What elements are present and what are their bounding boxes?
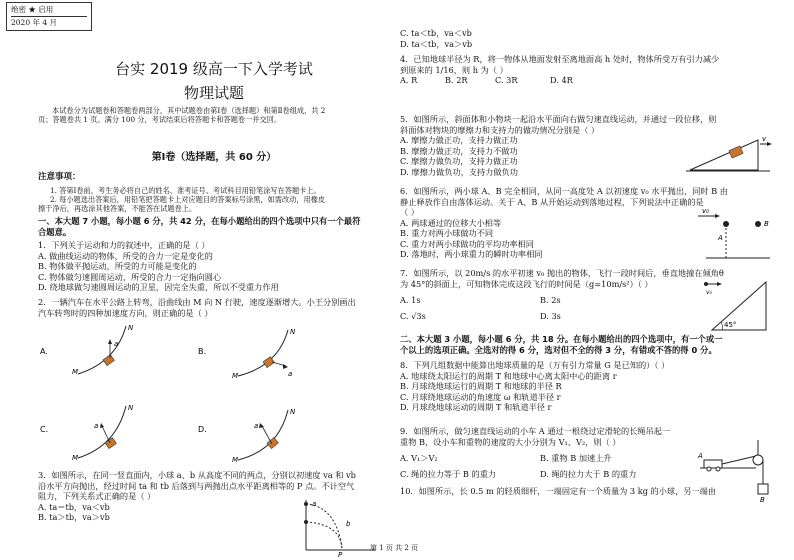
q2-figure-a [40,324,134,376]
svg-text:N: N [128,404,134,412]
notice-item: 擦干净后，再选涂其他答案，不能答在试题卷上。 [38,204,197,214]
svg-text:N: N [290,328,296,336]
intro-text [38,106,390,124]
q8-option-d: D. 月球绕地球运动的周期 T 和轨道半径 r [400,402,552,412]
q8-option-a: A. 地球绕太阳运行的周期 T 和地球中心离太阳中心的距离 r [400,370,617,381]
exam-subtitle: 物理试题 [183,84,244,102]
q8-stem: 8．下列几组数据中能算出地球质量的是（万有引力常量 G 是已知的）（ ） [400,360,670,370]
q7-stem: 为 45°的斜面上，可知物体完成这段飞行的时间是（g=10m/s²）（ ） [400,278,653,289]
svg-text:N: N [290,408,296,416]
q2-stem: 汽车转弯时的四种加速度方向，则正确的是（ ） [38,307,213,318]
svg-text:A: A [698,452,703,460]
exam-title: 台实 2019 级高一下入学考试 [115,60,313,78]
q4-option: C. 3R [495,75,518,85]
q1-option-a: A. 做曲线运动的物体，所受的合力一定是变化的 [38,250,213,261]
q6-stem: 静止释放作自由落体运动。关于 A、B 从开始运动到落地过程，下列说法中正确的是 [400,196,704,207]
q5-option-c: C. 摩擦力做负功，支持力做正功 [400,156,518,166]
svg-text:B: B [760,496,765,504]
q1-option-c: C. 物体做匀速圆周运动，所受的合力一定指向圆心 [38,271,222,282]
q4-option: D. 4R [550,75,573,85]
q10-stem: 10．如图所示，长 0.5 m 的轻质细杆，一端固定有一个质量为 3 kg 的小球，另一端由 [400,486,717,496]
q5-stem: 斜面体对物块的摩擦力和支持力的做功情况分别是（ ） [400,124,600,135]
confidential-stamp [6,2,92,31]
q3-figure [300,496,380,559]
svg-text:M: M [72,368,79,376]
svg-text:D.: D. [198,425,207,434]
q9-option-d: D. 绳的拉力大于 B 的重力 [540,469,637,479]
q6-figure [696,204,772,262]
q2-label-a: A. [40,347,48,356]
svg-text:a: a [94,422,99,430]
question-6 [400,186,728,260]
q2-figure-b [198,328,296,380]
q7-options [400,295,660,321]
part-2-line: 二、本大题 3 小题，每小题 6 分，共 18 分。在每小题给出的四个选项中，有一个或一 [400,334,723,344]
q7-option-a: A. 1s [400,295,421,305]
svg-text:45°: 45° [724,321,737,329]
q7-stem: 7．如图所示，以 20m/s 的水平初速 v₀ 抛出的物体，飞行一段时间后，垂直地撞在倾角θ [400,268,724,278]
q7-option-c: C. √3s [400,311,426,321]
q1-option-b: B. 物体做平抛运动，所受的力可能是变化的 [38,261,197,271]
svg-text:a: a [254,422,259,430]
q4-stem: 到原来的 1/16，则 h 为（ ） [400,64,508,75]
q3-stem: 阻力，下列关系式正确的是（ ） [38,491,156,501]
svg-text:v: v [762,135,767,143]
q7-option-d: D. 3s [540,311,561,321]
q2-figures [38,322,390,468]
notice-list [38,186,326,214]
q7-option-b: B. 2s [540,295,561,305]
part-2-heading [400,334,723,355]
svg-text:v₀: v₀ [706,289,712,296]
q2-stem: 2．一辆汽车在水平公路上转弯，沿曲线由 M 向 N 行驶，速度逐渐增大。小王分别画出 [38,297,356,307]
q9-options [400,453,700,489]
q4-stem: 4．已知地球半径为 R，将一物体从地面发射至离地面高 h 处时，物体所受万有引力减少 [400,54,720,64]
q3-option-b: B. ta＞tb，va＞vb [38,512,110,522]
q3-stem: 3．如图所示，在同一竖直面内，小球 a、b 从高度不同的两点，分别以初速度 va 和 vb [38,470,356,480]
svg-text:C.: C. [40,425,49,434]
q1-stem: 1．下列关于运动和力的叙述中，正确的是（ ） [38,240,210,250]
notice-item: 2. 每小题选出答案后，用铅笔把答题卡上对应题目的答案标号涂黑，如需改动，用橡皮 [50,195,326,205]
svg-text:B.: B. [198,347,207,356]
q3-option-a: A. ta＝tb，va＜vb [38,501,110,512]
q6-stem: 6．如图所示，两小球 A、B 完全相同，从同一高度处 A 以初速度 v₀ 水平抛出，同时 B 由 [400,186,728,196]
intro-line: 页；答题卷共 1 页。满分 100 分，考试结束后将答题卡和答题卷一并交回。 [38,115,282,125]
question-4 [400,54,719,86]
q6-option-b: B. 重力对两小球做功不同 [400,228,494,238]
q3-options-cont [400,28,472,49]
q5-figure [686,134,772,174]
q6-stem: （ ） [400,207,419,217]
question-7 [400,268,724,321]
q3-stem: 沿水平方向抛出，经过时间 ta 和 tb 后落到与两抛出点水平距离相等的 P 点。不计空气 [38,480,355,491]
q5-stem: 5．如图所示，斜面体和小物块一起沿水平面向右做匀速直线运动，并通过一段位移，则 [400,114,717,124]
q1-option-d: D. 绕地球做匀速圆周运动的卫星，因完全失重，所以不受重力作用 [38,282,279,292]
section-1-heading: 第Ⅰ卷（选择题，共 60 分） [151,152,277,163]
svg-text:a: a [312,500,317,508]
q2-figure-d [198,408,296,464]
q8-option-b: B. 月球绕地球运行的周期 T 和地球的半径 R [400,381,562,391]
part-1-line: 一、本大题 7 小题，每小题 6 分，共 42 分，在每小题给出的四个选项中只有一个最符 [38,216,361,226]
svg-text:a: a [288,370,293,378]
q9-stem: 重物 B，设小车和重物的速度的大小分别为 V₁、V₂，则（ ） [400,436,621,447]
question-9 [400,426,700,489]
question-10 [400,486,716,497]
svg-text:b: b [346,520,351,528]
svg-text:a: a [114,340,119,348]
stamp-line-1: 绝密 ★ 启用 [11,4,87,17]
q5-option-a: A. 摩擦力做正功，支持力做正功 [400,135,518,145]
question-5 [400,114,716,177]
q2-figure-c [40,404,134,462]
part-1-line: 合题意。 [38,226,72,237]
page-footer: 第 1 页 共 2 页 [370,544,419,552]
q4-options [400,75,700,86]
svg-text:B: B [764,220,769,228]
q3-option-c: C. ta＜tb，va＜vb [400,28,472,38]
q6-option-c: C. 重力对两小球做功的平均功率相同 [400,238,534,249]
q6-option-d: D. 落地时，两小球重力的瞬时功率相同 [400,249,543,259]
stamp-line-2: 2020 年 4 月 [11,18,58,27]
q4-option: A. R [400,75,418,85]
svg-text:N: N [128,324,134,332]
q9-stem: 9．如图所示，做匀速直线运动的小车 A 通过一根绕过定滑轮的长绳吊起一 [400,426,671,436]
notice-title: 注意事项： [38,172,81,182]
question-1 [38,240,279,293]
svg-text:v₀: v₀ [702,207,709,215]
question-2 [38,297,356,318]
q4-option: B. 2R [445,75,468,85]
q3-option-d: D. ta＜tb，va＞vb [400,38,473,49]
q9-option-c: C. 绳的拉力等于 B 的重力 [400,469,497,479]
notice-item: 1. 答第Ⅰ卷前，考生务必将自己的姓名、准考证号、考试科目用铅笔涂写在答题卡上。 [50,186,321,195]
svg-text:M: M [232,372,239,380]
svg-text:A: A [718,234,723,242]
q7-figure [696,278,772,334]
q8-option-c: C. 月球绕地球运动的角速度 ω 和轨道半径 r [400,391,561,402]
svg-text:M: M [72,454,79,462]
q9-option-b: B. 重物 B 加速上升 [540,453,612,463]
question-8 [400,360,669,413]
q6-option-a: A. 两球通过的位移大小相等 [400,217,502,228]
svg-text:P: P [338,551,343,559]
q9-option-a: A. V₁＞V₂ [400,453,438,463]
svg-text:M: M [232,456,239,464]
q5-option-d: D. 摩擦力做负功，支持力做负功 [400,166,518,177]
intro-line: 本试卷分为试题卷和答题卷两部分，其中试题卷由第Ⅰ卷（选择题）和第Ⅱ卷组成，共 2 [52,106,326,115]
part-2-line: 个以上的选项正确。全选对的得 6 分，选对但不全的得 3 分，有错或不答的得 0 分。 [400,344,717,355]
q5-option-b: B. 摩擦力做正功，支持力不做功 [400,145,518,156]
part-1-heading [38,216,361,237]
